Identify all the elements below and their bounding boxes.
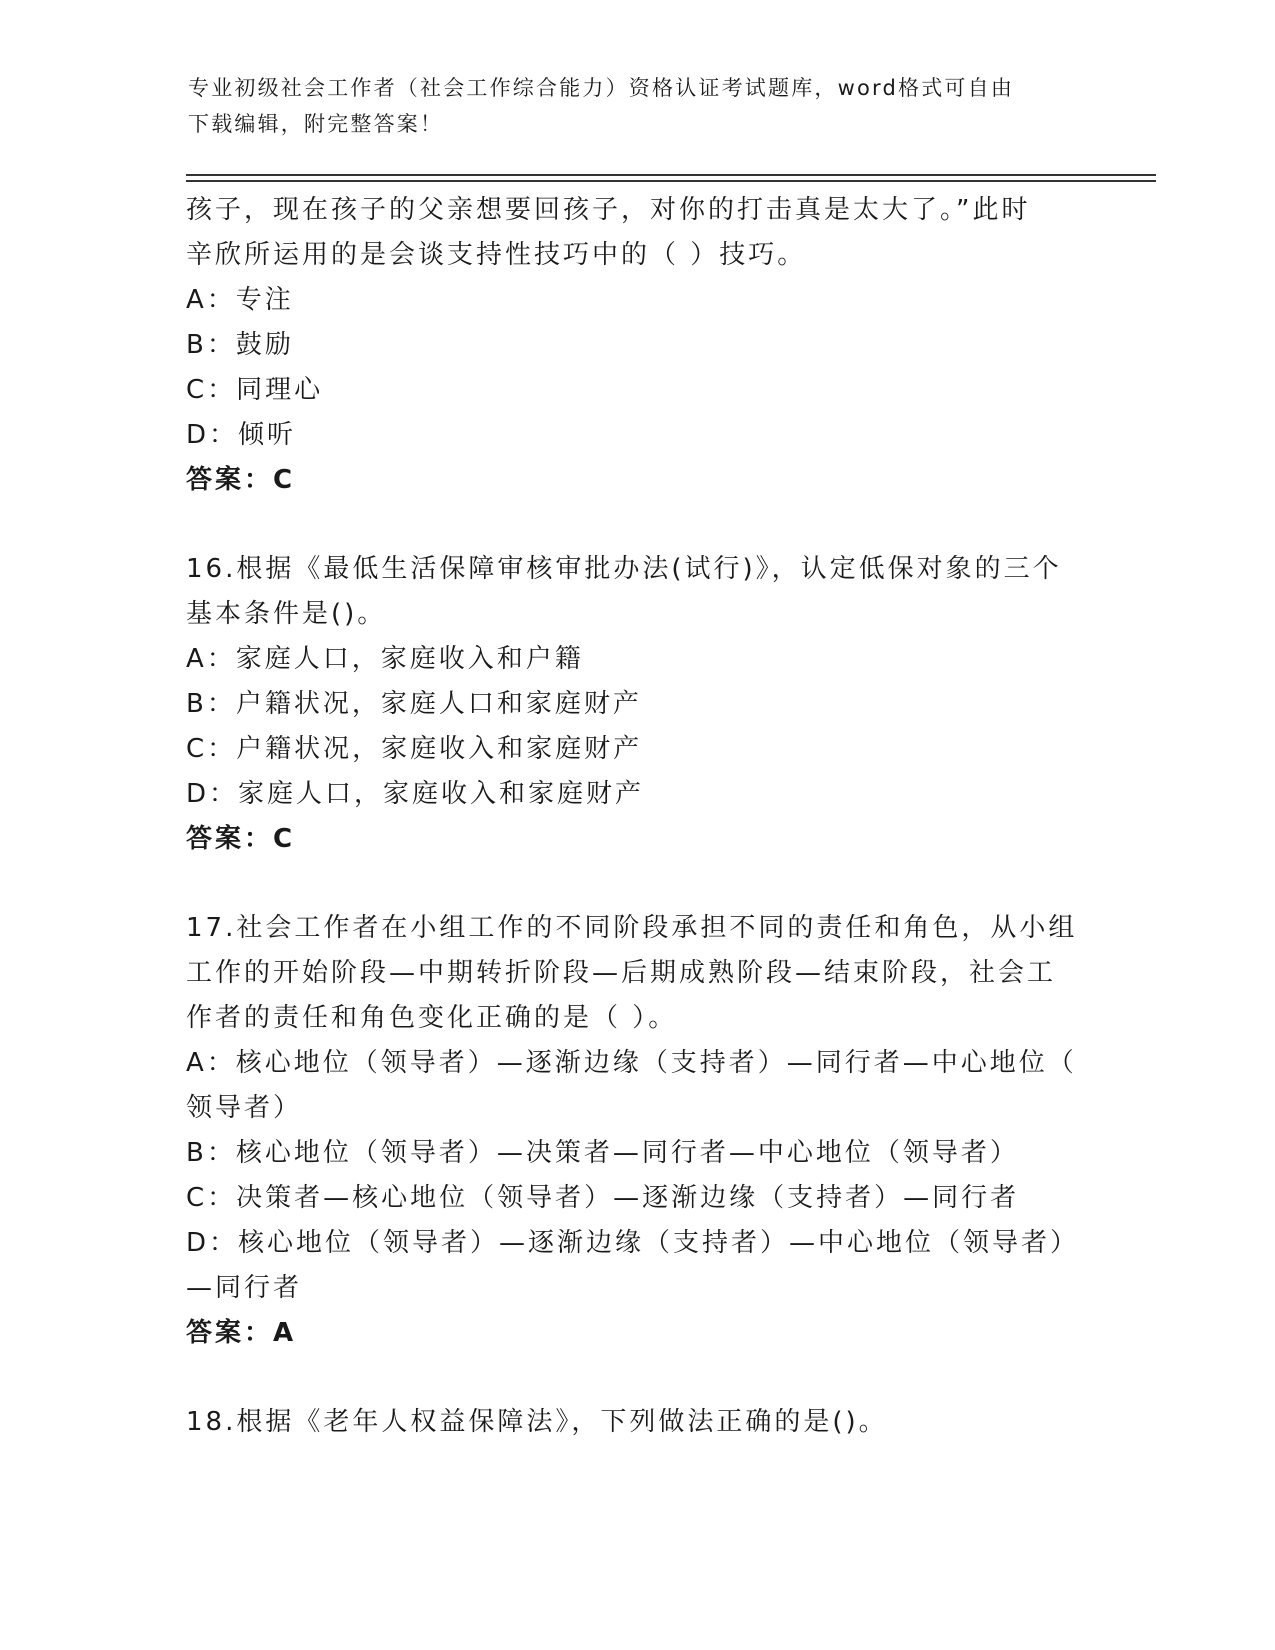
- question-text: 16.根据《最低生活保障审核审批办法(试行)》，认定低保对象的三个: [186, 554, 1062, 584]
- option-a-cont: 领导者）: [186, 1093, 303, 1123]
- question-text: 孩子，现在孩子的父亲想要回孩子，对你的打击真是太大了。”此时: [186, 195, 1031, 225]
- question-text: 辛欣所运用的是会谈支持性技巧中的（ ）技巧。: [186, 240, 807, 270]
- header-divider: [186, 180, 1156, 182]
- option-b: B：鼓励: [186, 330, 294, 360]
- option-a: A：家庭人口，家庭收入和户籍: [186, 644, 584, 674]
- option-c: C：户籍状况，家庭收入和家庭财产: [186, 734, 643, 764]
- question-text: 工作的开始阶段—中期转折阶段—后期成熟阶段—结束阶段，社会工: [186, 958, 1057, 988]
- question-text: 18.根据《老年人权益保障法》，下列做法正确的是()。: [186, 1407, 888, 1437]
- option-d: D：核心地位（领导者）—逐渐边缘（支持者）—中心地位（领导者）: [186, 1228, 1080, 1258]
- question-17: [186, 906, 1086, 1356]
- option-c: C：决策者—核心地位（领导者）—逐渐边缘（支持者）—同行者: [186, 1183, 1020, 1213]
- option-d-cont: —同行者: [186, 1273, 303, 1303]
- question-list: [186, 188, 1086, 1445]
- question-text: 17.社会工作者在小组工作的不同阶段承担不同的责任和角色，从小组: [186, 913, 1078, 943]
- option-d: D：家庭人口，家庭收入和家庭财产: [186, 779, 645, 809]
- question-16: [186, 547, 1086, 862]
- header-line: 专业初级社会工作者（社会工作综合能力）资格认证考试题库，word格式可自由: [188, 76, 1015, 100]
- option-a: A：核心地位（领导者）—逐渐边缘（支持者）—同行者—中心地位（: [186, 1048, 1077, 1078]
- document-header: [188, 70, 1088, 142]
- header-divider: [186, 174, 1156, 176]
- answer: 答案：A: [186, 1318, 297, 1348]
- option-b: B：核心地位（领导者）—决策者—同行者—中心地位（领导者）: [186, 1138, 1019, 1168]
- header-line: 下载编辑，附完整答案！: [188, 112, 444, 136]
- option-c: C：同理心: [186, 375, 324, 405]
- answer: 答案：C: [186, 465, 296, 495]
- option-a: A：专注: [186, 285, 294, 315]
- question-18: [186, 1400, 1086, 1445]
- answer: 答案：C: [186, 824, 296, 854]
- question-text: 基本条件是()。: [186, 599, 387, 629]
- option-b: B：户籍状况，家庭人口和家庭财产: [186, 689, 642, 719]
- option-d: D：倾听: [186, 420, 297, 450]
- question-text: 作者的责任和角色变化正确的是（ ）。: [186, 1003, 678, 1033]
- question-15: [186, 188, 1086, 503]
